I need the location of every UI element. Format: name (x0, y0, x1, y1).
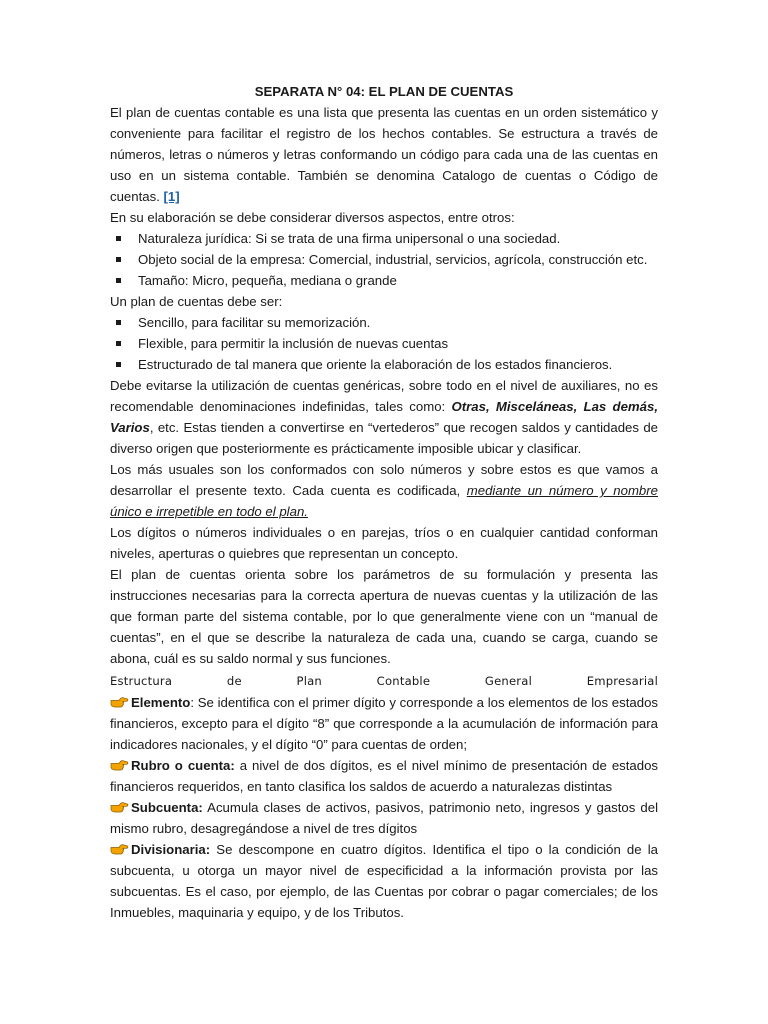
footnote-reference-link[interactable]: [1] (163, 189, 180, 204)
level-description: : Se identifica con el primer dígito y corresponde a los elementos de los estados financieros, excepto para el dígito “8” que corresponde a la acumulación de información para indicadores nacionales, y el dígito “0” para cuentas de orden; (110, 695, 658, 752)
document-body (110, 102, 658, 923)
level-term: Elemento (131, 695, 191, 710)
usual-emphasis: mediante un número y nombre único e irrepetible en todo el plan. (110, 483, 658, 519)
aspect-item: Naturaleza jurídica: Si se trata de una firma unipersonal o una sociedad. (110, 228, 658, 249)
structure-heading: Estructura de Plan Contable General Empresarial (110, 674, 658, 688)
quality-item: Estructurado de tal manera que oriente la elaboración de los estados financieros. (110, 354, 658, 375)
level-elemento (110, 692, 658, 755)
qualities-lead: Un plan de cuentas debe ser: (110, 294, 283, 309)
intro-paragraph (110, 102, 658, 207)
pointing-hand-icon (110, 800, 129, 813)
generic-accounts-paragraph (110, 375, 658, 459)
pointing-hand-icon (110, 842, 129, 855)
guide-paragraph: El plan de cuentas orienta sobre los parámetros de su formulación y presenta las instrucciones necesarias para la correcta apertura de nuevas cuentas y la utilización de las que forman parte del sistema contable, por lo que generalmente viene con un “manual de cuentas”, en el que se describe la naturaleza de cada una, cuando se carga, cuando se abona, cuál es su saldo normal y sus funciones. (110, 567, 658, 666)
aspect-item: Objeto social de la empresa: Comercial, industrial, servicios, agrícola, construcción etc. (110, 249, 658, 270)
level-subcuenta (110, 797, 658, 839)
level-term: Divisionaria: (131, 842, 211, 857)
level-rubro (110, 755, 658, 797)
aspect-item: Tamaño: Micro, pequeña, mediana o grande (110, 270, 658, 291)
generic-examples: Otras, Misceláneas, Las demás, Varios (110, 399, 658, 435)
generic-text: Debe evitarse la utilización de cuentas genéricas, sobre todo en el nivel de auxiliares, no es recomendable denominaciones indefinidas, tales como: (110, 378, 658, 414)
level-description: Se descompone en cuatro dígitos. Identifica el tipo o la condición de la subcuenta, u otorga un mayor nivel de especificidad a la información provista por las subcuentas. Es el caso, por ejemplo, de las Cuentas por cobrar o pagar comerciales; de los Inmuebles, maquinaria y equipo, y de los Tributos. (110, 842, 658, 920)
level-term: Rubro o cuenta: (131, 758, 235, 773)
quality-item: Flexible, para permitir la inclusión de nuevas cuentas (110, 333, 658, 354)
level-description: Acumula clases de activos, pasivos, patrimonio neto, ingresos y gastos del mismo rubro, desagregándose a nivel de tres dígitos (110, 800, 658, 836)
pointing-hand-icon (110, 695, 129, 708)
level-term: Subcuenta: (131, 800, 203, 815)
aspects-lead: En su elaboración se debe considerar diversos aspectos, entre otros: (110, 210, 515, 225)
quality-item: Sencillo, para facilitar su memorización. (110, 312, 658, 333)
generic-text-end: , etc. Estas tienden a convertirse en “vertederos” que recogen saldos y cantidades de diverso origen que posteriormente es prácticamente imposible ubicar y clasificar. (110, 420, 658, 456)
level-divisionaria (110, 839, 658, 923)
intro-text: El plan de cuentas contable es una lista que presenta las cuentas en un orden sistemático y conveniente para facilitar el registro de los hechos contables. Se estructura a través de números, letras o números y letras conformando un código para cada una de las cuentas en uso en un sistema contable. También se denomina Catalogo de cuentas o Código de cuentas. (110, 105, 658, 204)
usual-paragraph (110, 459, 658, 522)
level-description: a nivel de dos dígitos, es el nivel mínimo de presentación de estados financieros requeridos, en tanto clasifica los saldos de acuerdo a naturalezas distintas (110, 758, 659, 794)
pointing-hand-icon (110, 758, 129, 771)
usual-text: Los más usuales son los conformados con solo números y sobre estos es que vamos a desarrollar el presente texto. Cada cuenta es codificada, (110, 462, 658, 498)
document-title: SEPARATA N° 04: EL PLAN DE CUENTAS (254, 84, 514, 99)
digits-paragraph: Los dígitos o números individuales o en parejas, tríos o en cualquier cantidad conforman niveles, aperturas o quiebres que representan un concepto. (110, 525, 658, 561)
